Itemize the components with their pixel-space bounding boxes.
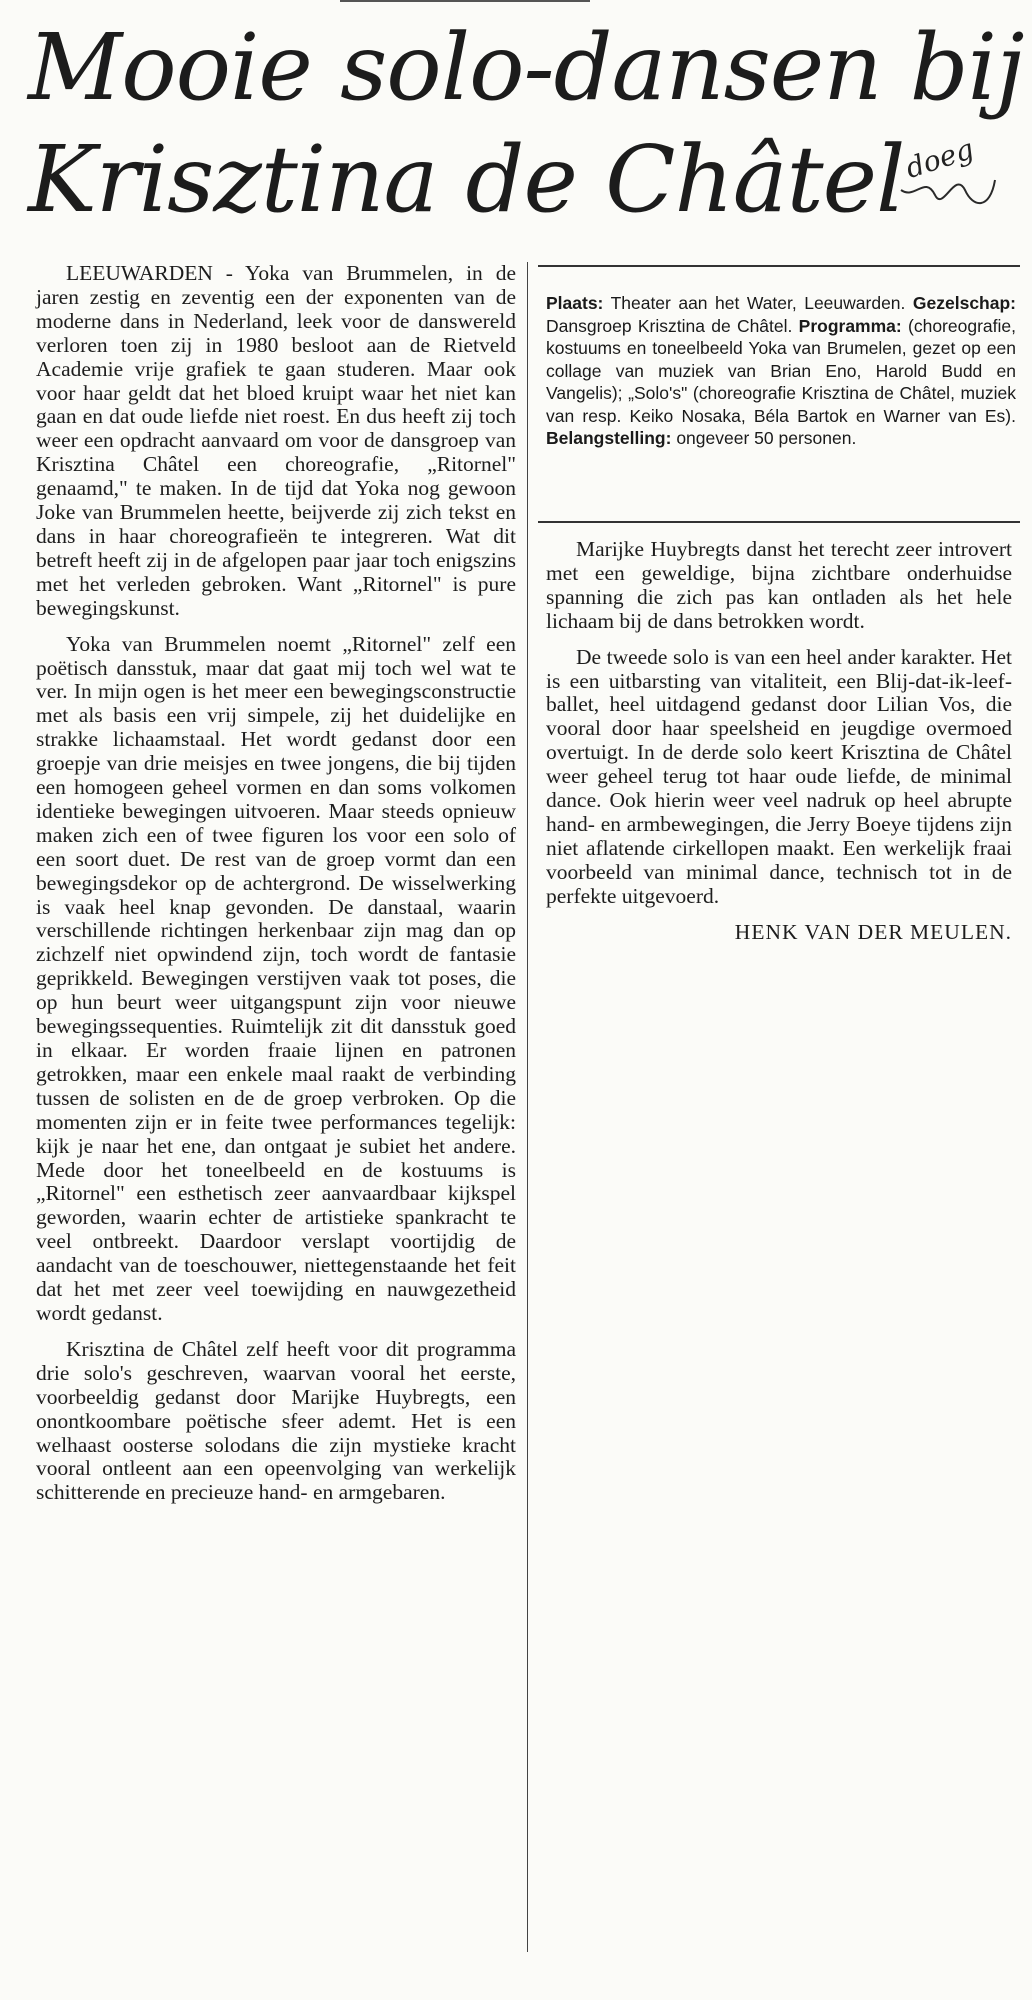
top-rule bbox=[340, 0, 590, 2]
handwritten-initials: doeg bbox=[901, 132, 978, 185]
headline bbox=[28, 12, 1024, 236]
author-byline: HENK VAN DER MEULEN. bbox=[734, 919, 1012, 944]
headline-line-2: Krisztina de Châtel bbox=[28, 126, 905, 233]
paragraph: LEEUWARDEN - Yoka van Brummelen, in de jaren zestig en zeventig een der exponenten van de moderne dans in Nederland, leek voor de danswereld verloren toen zij in 1980 besloot aan de Rietveld Academie vrije grafiek te gaan studeren. Maar ook voor haar geldt dat het bloed kruipt waar het niet kan gaan en dat oude liefde niet roest. En dus heeft zij toch weer een opdracht aanvaard om voor de dansgroep van Krisztina Châtel een choreografie, „Ritornel" genaamd," te maken. In de tijd dat Yoka nog gewoon Joke van Brummelen heette, beijverde zij zich tekst en dans in haar choreografieën te integreren. Wat dit betreft heeft zij in de afgelopen paar jaar toch enigszins met het verleden gebroken. Want „Ritornel" is pure bewegingskunst. bbox=[36, 261, 516, 620]
info-label: Belangstelling: bbox=[546, 428, 672, 448]
info-label: Programma: bbox=[798, 315, 902, 336]
handwritten-scribble bbox=[895, 150, 1005, 240]
info-value: (choreografie, kostuums en toneelbeeld Yoka van Brumelen, gezet op een collage van muziek van Brian Eno, Harold Budd en Vangelis); „Solo's" (choreografie Krisztina de Châtel, muziek van resp. Keiko Nosaka, Béla Bartok en Warner van Es). bbox=[546, 315, 1016, 426]
info-label: Plaats: bbox=[546, 293, 604, 313]
info-value: Dansgroep Krisztina de Châtel. bbox=[546, 315, 793, 336]
info-box-bottom-rule bbox=[538, 521, 1020, 523]
info-value: Theater aan het Water, Leeuwarden. bbox=[610, 293, 906, 313]
production-info-box bbox=[546, 292, 1016, 450]
headline-line-1: Mooie solo-dansen bij bbox=[28, 14, 1024, 121]
paragraph: Krisztina de Châtel zelf heeft voor dit programma drie solo's geschreven, waarvan vooral het eerste, voorbeeldig gedanst door Marijke Huybregts, een onontkoombare poëtische sfeer ademt. Het is een welhaast oosterse solodans die zijn mystieke kracht vooral ontleent aan een opeenvolging van werkelijk schitterende en precieuze hand- en armgebaren. bbox=[36, 1336, 516, 1505]
article-right-column bbox=[546, 538, 1012, 945]
article-left-column bbox=[36, 262, 516, 1505]
column-divider bbox=[527, 262, 528, 1952]
info-box-top-rule bbox=[538, 265, 1020, 267]
paragraph: Marijke Huybregts danst het terecht zeer introvert met een geweldige, bijna zichtbare onderhuidse spanning die zich pas kan ontladen als het hele lichaam bij de dans betrokken wordt. bbox=[546, 537, 1012, 633]
paragraph: De tweede solo is van een heel ander karakter. Het is een uitbarsting van vitaliteit, een Blij-dat-ik-leef-ballet, heel uitdagend gedanst door Lilian Vos, die vooral door haar speelsheid en jeugdige overmoed overtuigt. In de derde solo keert Krisztina de Châtel weer geheel terug tot haar oude liefde, de minimal dance. Ook hierin weer veel nadruk op heel abrupte hand- en armbewegingen, die Jerry Boeye tijdens zijn niet aflatende cirkellopen maakt. Een werkelijk fraai voorbeeld van minimal dance, technisch tot in de perfekte uitgevoerd. bbox=[546, 644, 1012, 908]
info-value: ongeveer 50 personen. bbox=[676, 428, 857, 448]
paragraph: Yoka van Brummelen noemt „Ritornel" zelf een poëtisch dansstuk, maar dat gaat mij toch wel wat te ver. In mijn ogen is het meer een bewegingsconstructie met als basis een vrij simpele, zij het duidelijke en strakke lichaamstaal. Het wordt gedanst door een groepje van drie meisjes en twee jongens, die bij tijden een homogeen geheel vormen en dan soms volkomen identieke bewegingen uitvoeren. Maar steeds opnieuw maken zich een of twee figuren los voor een solo of een soort duet. De rest van de groep vormt dan een bewegingsdekor op de achtergrond. De wisselwerking is vaak heel knap gevonden. De danstaal, waarin verschillende richtingen herkenbaar zijn mag dan op zichzelf niet opwindend zijn, toch wordt de fantasie geprikkeld. Bewegingen verstijven vaak tot poses, die op hun beurt weer uitgangspunt zijn voor nieuwe bewegingssequenties. Ruimtelijk zit dit dansstuk goed in elkaar. Er worden fraaie lijnen en patronen getrokken, maar een enkele maal raakt de verbinding tussen de solisten en de de groep verbroken. Op die momenten zijn er in feite twee performances tegelijk: kijk je naar het ene, dan ontgaat je subiet het andere. Mede door het toneelbeeld en de kostuums is „Ritornel" een esthetisch zeer aanvaardbaar kijkspel geworden, waarin echter de artistieke spankracht te veel ontbreekt. Daardoor verslapt voortijdig de aandacht van de toeschouwer, niettegenstaande het feit dat het met zeer veel toewijding en nauwgezetheid wordt gedanst. bbox=[36, 631, 516, 1325]
info-label: Gezelschap: bbox=[912, 293, 1016, 313]
